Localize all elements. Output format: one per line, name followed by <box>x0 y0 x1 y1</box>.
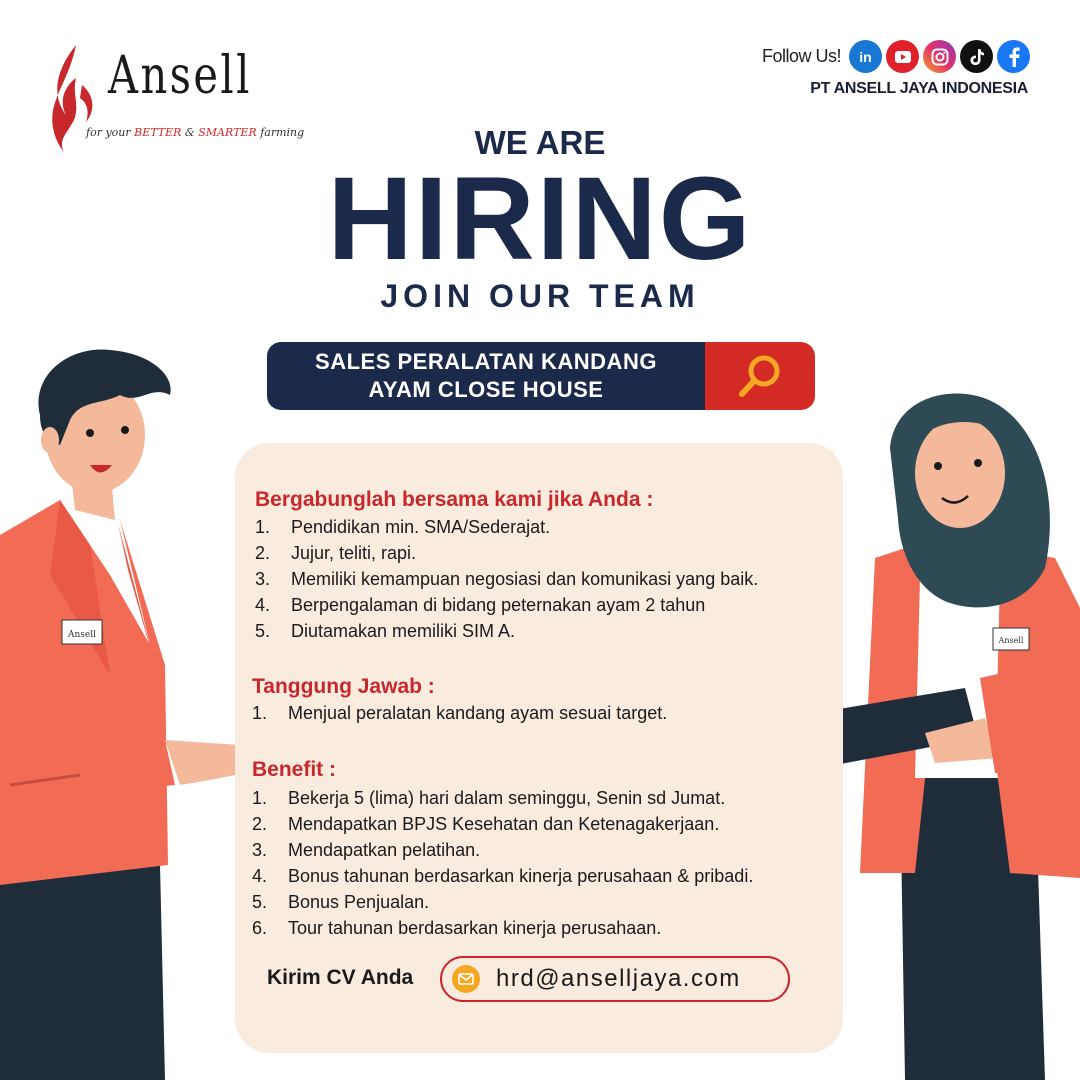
svg-text:Ansell: Ansell <box>998 636 1024 645</box>
position-title <box>267 342 705 410</box>
list-item: 4. Bonus tahunan berdasarkan kinerja perusahaan & pribadi. <box>252 866 754 886</box>
list-item: 4. Berpengalaman di bidang peternakan ayam 2 tahun <box>255 595 706 615</box>
email-address: hrd@anselljaya.com <box>496 965 741 992</box>
list-item: 2. Mendapatkan BPJS Kesehatan dan Ketenagakerjaan. <box>252 814 720 834</box>
position-line-2: AYAM CLOSE HOUSE <box>368 377 604 402</box>
email-link[interactable] <box>440 956 790 1002</box>
list-item: 2. Jujur, teliti, rapi. <box>255 543 417 563</box>
company-name: PT ANSELL JAYA INDONESIA <box>810 80 1028 97</box>
requirements-list <box>255 514 758 644</box>
responsibilities-list <box>252 700 667 726</box>
youtube-icon[interactable] <box>886 40 919 73</box>
headline-join: JOIN OUR TEAM <box>380 278 700 314</box>
list-item: 1. Pendidikan min. SMA/Sederajat. <box>255 517 551 537</box>
facebook-icon[interactable] <box>997 40 1030 73</box>
search-icon <box>705 342 815 410</box>
list-item: 6. Tour tahunan berdasarkan kinerja perusahaan. <box>252 918 662 938</box>
benefits-list <box>252 785 753 941</box>
send-cv-label: Kirim CV Anda <box>267 966 414 989</box>
headline-hiring: HIRING <box>327 153 753 285</box>
social-links <box>762 40 1030 73</box>
tiktok-icon[interactable] <box>960 40 993 73</box>
mail-icon <box>452 965 480 993</box>
instagram-icon[interactable] <box>923 40 956 73</box>
list-item: 5. Bonus Penjualan. <box>252 892 430 912</box>
list-item: 5. Diutamakan memiliki SIM A. <box>255 621 516 641</box>
requirements-title: Bergabunglah bersama kami jika Anda : <box>255 488 654 511</box>
list-item: 1. Bekerja 5 (lima) hari dalam seminggu, Senin sd Jumat. <box>252 788 726 808</box>
list-item: 3. Mendapatkan pelatihan. <box>252 840 481 860</box>
logo-tagline: for your BETTER & SMARTER farming <box>86 126 305 139</box>
list-item: 3. Memiliki kemampuan negosiasi dan komunikasi yang baik. <box>255 569 759 589</box>
headline-we-are: WE ARE <box>474 124 606 161</box>
female-employee-illustration <box>810 378 1080 1080</box>
follow-label: Follow Us! <box>761 46 841 66</box>
linkedin-icon[interactable]: in <box>849 40 882 73</box>
position-line-1: SALES PERALATAN KANDANG <box>315 349 657 374</box>
male-employee-illustration <box>0 345 250 1080</box>
benefits-title: Benefit : <box>252 758 336 781</box>
svg-text:Ansell: Ansell <box>68 630 96 640</box>
logo-wordmark: Ansell <box>108 46 252 106</box>
position-banner <box>267 342 815 410</box>
responsibilities-title: Tanggung Jawab : <box>252 675 435 698</box>
list-item: 1. Menjual peralatan kandang ayam sesuai target. <box>252 703 668 723</box>
